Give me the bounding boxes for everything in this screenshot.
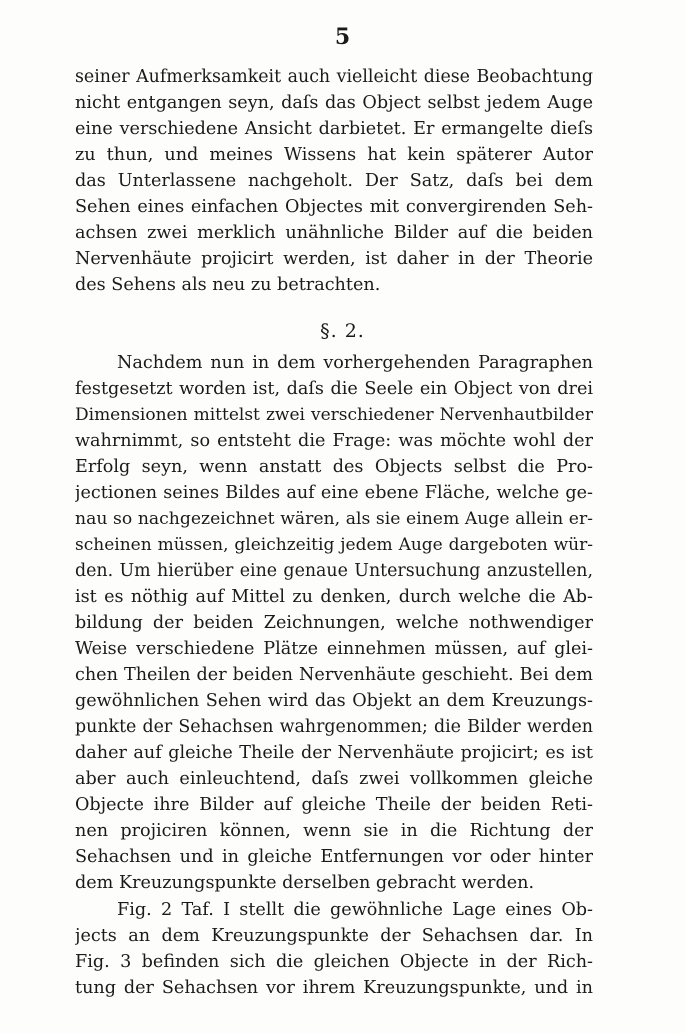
page-number: 5 <box>334 24 351 50</box>
text-line: das Unterlassene nachgeholt. Der Satz, daſs bei dem <box>75 171 593 191</box>
text-line: scheinen müssen, gleichzeitig jedem Auge dargeboten wür- <box>75 535 593 555</box>
text-line: Nachdem nun in dem vorhergehenden Paragraphen <box>117 353 593 373</box>
text-line: dem Kreuzungspunkte derselben gebracht werden. <box>75 873 535 893</box>
text-line: gewöhnlichen Sehen wird das Objekt an dem Kreuzungs- <box>75 691 593 711</box>
text-line: eine verschiedene Ansicht darbietet. Er ermangelte dieſs <box>75 119 593 139</box>
paragraph-3 <box>75 897 593 1001</box>
text-line: punkte der Sehachsen wahrgenommen; die Bilder werden <box>75 717 593 737</box>
text-line: Fig. 3 befinden sich die gleichen Objecte in der Rich- <box>75 952 593 972</box>
text-line: daher auf gleiche Theile der Nervenhäute projicirt; es ist <box>75 743 593 763</box>
text-line: ist es nöthig auf Mittel zu denken, durch welche die Ab- <box>75 587 593 607</box>
text-line: chen Theilen der beiden Nervenhäute geschieht. Bei dem <box>75 665 593 685</box>
text-line: den. Um hierüber eine genaue Untersuchung anzustellen, <box>75 561 593 581</box>
text-line: Nervenhäute projicirt werden, ist daher in der Theorie <box>75 249 593 269</box>
text-line: des Sehens als neu zu betrachten. <box>75 275 381 295</box>
text-line: achsen zwei merklich unähnliche Bilder auf die beiden <box>75 223 593 243</box>
text-line: nen projiciren können, wenn sie in die Richtung der <box>75 821 593 841</box>
text-line: nicht entgangen seyn, daſs das Object selbst jedem Auge <box>75 93 593 113</box>
text-line: bildung der beiden Zeichnungen, welche nothwendiger <box>75 613 593 633</box>
text-line: Erfolg seyn, wenn anstatt des Objects selbst die Pro- <box>75 457 593 477</box>
text-line: Dimensionen mittelst zwei verschiedener Nervenhautbilder <box>75 405 593 425</box>
text-line: jectionen seines Bildes auf eine ebene Fläche, welche ge- <box>75 483 593 503</box>
text-line: Sehen eines einfachen Objectes mit convergirenden Seh- <box>75 197 593 217</box>
text-line: Objecte ihre Bilder auf gleiche Theile der beiden Reti- <box>75 795 593 815</box>
text-line: Fig. 2 Taf. I stellt die gewöhnliche Lage eines Ob- <box>117 900 593 920</box>
text-line: Sehachsen und in gleiche Entfernungen vor oder hinter <box>75 847 593 867</box>
section-heading: §. 2. <box>320 320 365 342</box>
text-line: aber auch einleuchtend, daſs zwei vollkommen gleiche <box>75 769 593 789</box>
paragraph-1 <box>75 64 593 298</box>
text-line: jects an dem Kreuzungspunkte der Sehachsen dar. In <box>75 926 593 946</box>
text-line: wahrnimmt, so entsteht die Frage: was möchte wohl der <box>75 431 593 451</box>
text-line: Weise verschiedene Plätze einnehmen müssen, auf glei- <box>75 639 593 659</box>
text-line: tung der Sehachsen vor ihrem Kreuzungspunkte, und in <box>75 978 593 998</box>
text-line: zu thun, und meines Wissens hat kein späterer Autor <box>75 145 593 165</box>
text-line: seiner Aufmerksamkeit auch vielleicht diese Beobachtung <box>75 67 593 87</box>
text-line: nau so nachgezeichnet wären, als sie einem Auge allein er- <box>75 509 593 529</box>
text-line: festgesetzt worden ist, daſs die Seele ein Object von drei <box>75 379 593 399</box>
paragraph-2 <box>75 350 593 896</box>
